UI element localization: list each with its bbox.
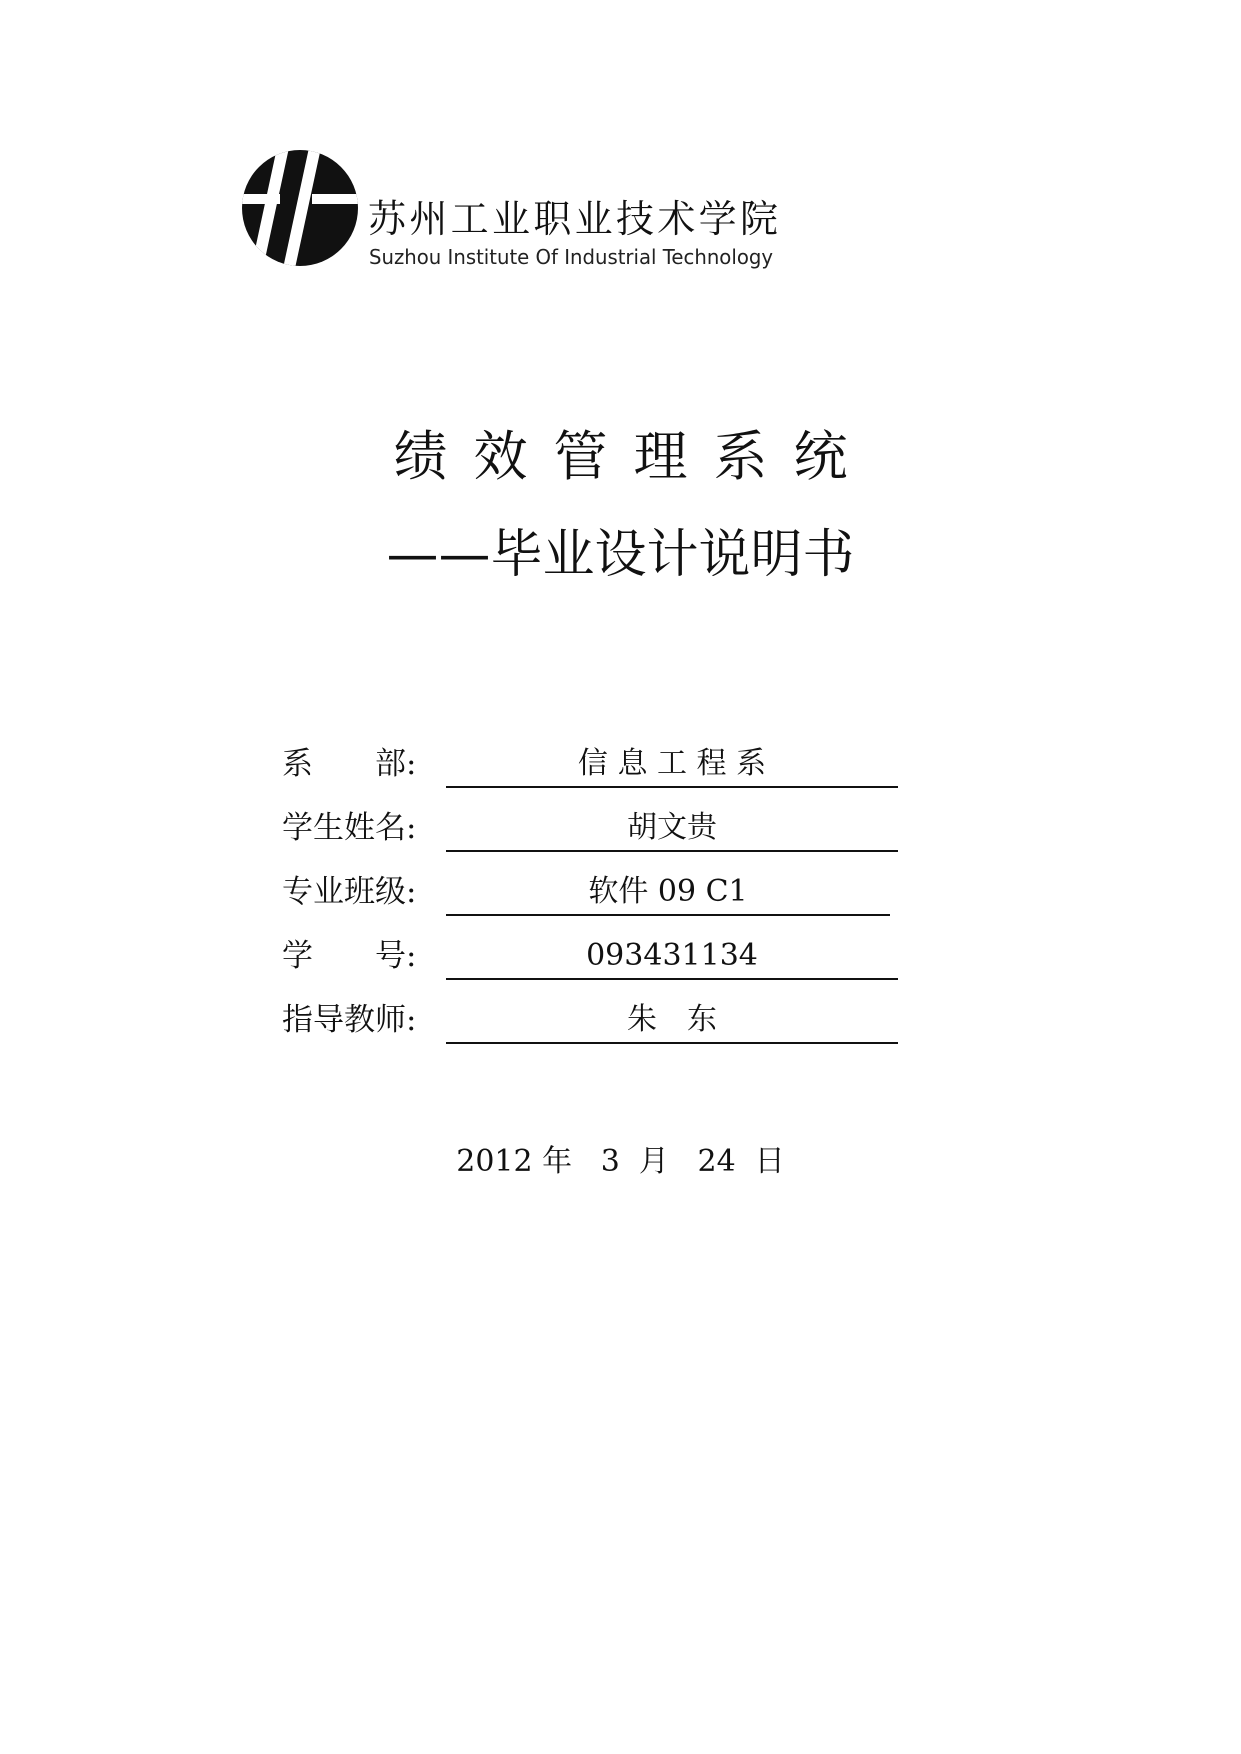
info-row-student-id xyxy=(282,932,922,980)
info-row-student-name xyxy=(282,804,922,852)
advisor-label: 指导教师: xyxy=(282,1002,417,1038)
student-id-value: 093431134 xyxy=(586,938,758,973)
school-name-cn xyxy=(368,190,788,242)
school-emblem-icon xyxy=(240,148,360,268)
svg-text:Suzhou Institute Of Industrial: Suzhou Institute Of Industrial Technology xyxy=(369,245,774,269)
advisor-field xyxy=(446,996,898,1044)
major-class-label: 专业班级: xyxy=(282,874,417,910)
student-name-value: 胡文贵 xyxy=(627,810,717,845)
school-logo xyxy=(240,148,800,268)
info-row-department xyxy=(282,740,922,788)
department-label: 系 部: xyxy=(282,746,417,782)
student-name-label: 学生姓名: xyxy=(282,810,417,846)
student-id-field xyxy=(446,932,898,980)
school-name-en xyxy=(369,243,779,271)
major-class-value: 软件 09 C1 xyxy=(588,874,748,909)
advisor-value: 朱 东 xyxy=(627,1002,717,1037)
major-class-field xyxy=(446,868,890,916)
info-row-major-class xyxy=(282,868,922,916)
department-value: 信 息 工 程 系 xyxy=(577,746,767,781)
student-id-label: 学 号: xyxy=(282,938,417,974)
document-title: 绩效管理系统 xyxy=(393,425,874,488)
student-name-field xyxy=(446,804,898,852)
info-row-advisor xyxy=(282,996,922,1044)
document-subtitle: ——毕业设计说明书 xyxy=(386,525,855,585)
document-date: 2012 年 3 月 24 日 xyxy=(456,1144,785,1179)
department-field xyxy=(446,740,898,788)
svg-text:苏州工业职业技术学院: 苏州工业职业技术学院 xyxy=(368,197,778,241)
